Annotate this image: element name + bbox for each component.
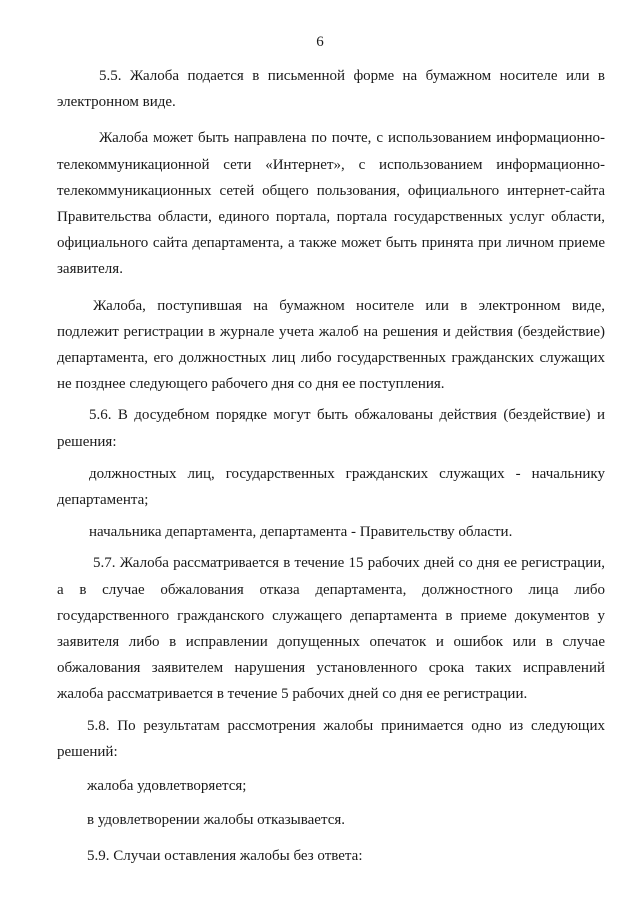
paragraph-5-7: 5.7. Жалоба рассматривается в течение 15 рабочих дней со дня ее регистрации, а в случае обжалования отказа департамента, должностного лица либо государственного гражданского служащего департамента в приеме документов у заявителя либо в исправлении допущенных опечаток и ошибок или в случае обжалования заявителем нарушения установленного срока таких исправлений жалоба рассматривается в течение 5 рабочих дней со дня ее регистрации. [57, 555, 605, 703]
document-body [57, 63, 605, 870]
paragraph-5-9: 5.9. Случаи оставления жалобы без ответа: [87, 848, 363, 865]
paragraph-head-appeal: начальника департамента, департамента - Правительству области. [89, 524, 513, 541]
decision-option-refused: в удовлетворении жалобы отказывается. [87, 812, 345, 829]
paragraph-officials-appeal: должностных лиц, государственных гражданских служащих - начальнику департамента; [57, 465, 605, 509]
paragraph-complaint-channels: Жалоба может быть направлена по почте, с использованием информационно-телекоммуникационной сети «Интернет», с использованием информационно-телекоммуникационных сетей общего пользования, официального интернет-сайта Правительства области, единого портала, портала государственных услуг области, официального сайта департамента, а также может быть принята при личном приеме заявителя. [57, 130, 605, 278]
paragraph-complaint-registration: Жалоба, поступившая на бумажном носителе или в электронном виде, подлежит регистрации в журнале учета жалоб на решения и действия (бездействие) департамента, его должностных лиц либо государственных гражданских служащих не позднее следующего рабочего дня со дня ее поступления. [57, 297, 605, 393]
decision-option-satisfied: жалоба удовлетворяется; [87, 778, 247, 795]
paragraph-5-8: 5.8. По результатам рассмотрения жалобы принимается одно из следующих решений: [57, 717, 605, 760]
paragraph-5-6: 5.6. В досудебном порядке могут быть обжалованы действия (бездействие) и решения: [57, 407, 605, 450]
paragraph-5-5: 5.5. Жалоба подается в письменной форме на бумажном носителе или в электронном виде. [57, 68, 605, 111]
page-number: 6 [316, 34, 324, 50]
